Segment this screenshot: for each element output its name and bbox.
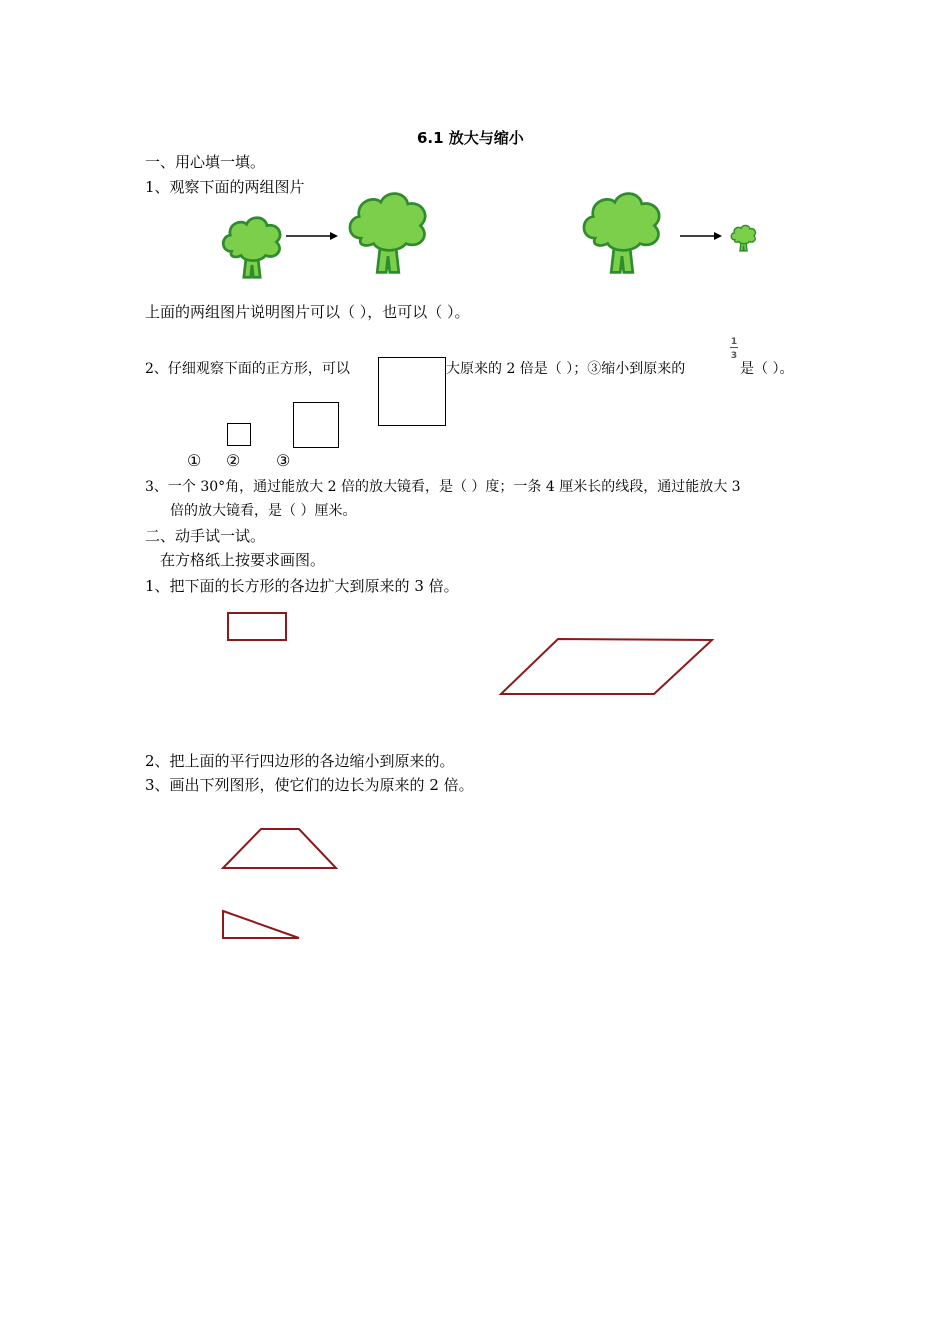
- triangle-shape: [220, 908, 304, 942]
- square-2: [293, 402, 339, 448]
- trapezoid-shape: [220, 826, 340, 872]
- square-label-2: ②: [226, 451, 241, 470]
- q3-line2: 倍的放大镜看，是（ ）厘米。: [170, 503, 357, 519]
- tree-large-image: [343, 184, 433, 278]
- q2-text-part-c: 是（ ）。: [740, 361, 794, 377]
- q2-text-part-b: 大原来的 2 倍是（ ）；③缩小到原来的: [446, 361, 686, 377]
- section2-intro: 在方格纸上按要求画图。: [160, 551, 326, 569]
- section2-q3: 3、画出下列图形，使它们的边长为原来的 2 倍。: [145, 776, 474, 794]
- fraction-denominator: 3: [730, 351, 738, 361]
- fraction-bar: [730, 347, 738, 348]
- page-title: 6.1 放大与缩小: [417, 129, 524, 147]
- parallelogram-shape: [498, 636, 716, 698]
- section1-heading: 一、用心填一填。: [145, 153, 266, 171]
- q1-sentence: 上面的两组图片说明图片可以（ ），也可以（ ）。: [145, 303, 470, 321]
- section2-heading: 二、动手试一试。: [145, 527, 266, 545]
- tree-tiny-image: [729, 223, 758, 252]
- tree-large-image: [577, 184, 667, 278]
- q3-line1: 3、一个 30°角，通过能放大 2 倍的放大镜看，是（ ）度；一条 4 厘米长的线段，通过能放大 3: [145, 479, 741, 495]
- arrow-right-icon: [286, 230, 338, 242]
- rectangle-shape: [226, 611, 290, 643]
- q2-text-part-a: 2、仔细观察下面的正方形，可以: [145, 361, 350, 377]
- fraction-numerator: 1: [730, 337, 738, 347]
- square-label-1: ①: [187, 451, 202, 470]
- section2-q2: 2、把上面的平行四边形的各边缩小到原来的。: [145, 752, 455, 770]
- section2-q1: 1、把下面的长方形的各边扩大到原来的 3 倍。: [145, 577, 459, 595]
- square-label-3: ③: [276, 451, 291, 470]
- square-1: [227, 423, 251, 446]
- tree-small-image: [218, 212, 286, 280]
- square-large: [378, 357, 446, 426]
- q1-label: 1、观察下面的两组图片: [145, 178, 305, 196]
- arrow-right-icon: [680, 230, 722, 242]
